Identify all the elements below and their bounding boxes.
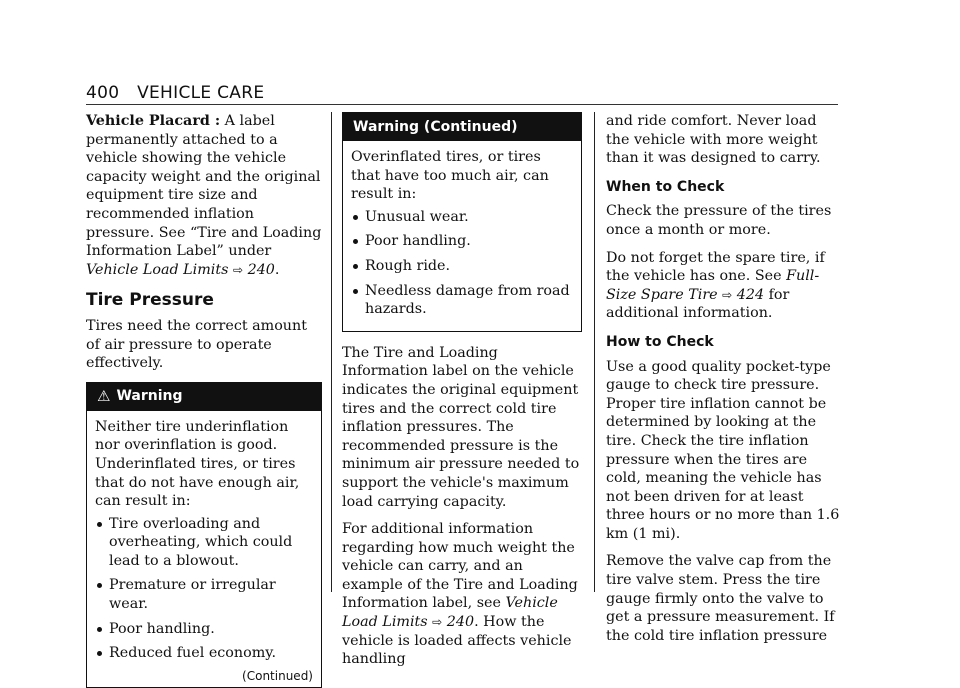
page-ref[interactable]: 424 [736, 286, 765, 303]
tire-pressure-intro: Tires need the correct amount of air pressure to operate effectively. [86, 317, 307, 372]
vehicle-load-limits-link[interactable]: Vehicle Load Limits [342, 595, 558, 631]
spare-tire-paragraph: Do not forget the spare tire, if the vehicle has one. See Full-Size Spare Tire ⇨ 424 for additional information. [606, 249, 825, 322]
column-divider [594, 112, 595, 592]
warning-triangle-icon: ⚠ [97, 387, 111, 406]
warning-text: Overinflated tires, or tires that have too much air, can result in: [351, 149, 549, 203]
tire-label-paragraph: The Tire and Loading Information label on the vehicle indicates the original equipment tires and the correct cold tire inflation pressures. The recommended pressure is the minimum air pressure needed to support the vehicle's maximum load carrying capacity. [342, 344, 580, 510]
section-title: VEHICLE CARE [137, 83, 265, 103]
page-ref[interactable]: 240 [247, 261, 275, 278]
when-to-check-text: Check the pressure of the tires once a month or more. [606, 203, 832, 238]
ride-comfort-paragraph: and ride comfort. Never load the vehicle with more weight than it was designed to carry. [606, 113, 821, 167]
additional-info-paragraph: For additional information regarding how much weight the vehicle can carry, and an example of the Tire and Loading Information label, see Vehicle Load Limits ⇨ 240. How the vehicle is loaded affects vehicle handling [342, 521, 578, 668]
header-rule [86, 104, 838, 105]
vehicle-placard-term: Vehicle Placard : [86, 113, 221, 129]
page-ref-icon: ⇨ [233, 262, 244, 277]
warning-box [86, 382, 322, 688]
warning-text: Neither tire underinflation nor overinflation is good. Underinflated tires, or tires that do not have enough air, can result in: [95, 418, 300, 510]
column-2 [342, 112, 582, 678]
list-item: Poor handling. [95, 620, 313, 639]
page-ref-icon: ⇨ [722, 287, 733, 302]
warning-header [343, 113, 581, 141]
warning-box-continued [342, 112, 582, 332]
how-to-check-heading: How to Check [606, 333, 714, 350]
page-header [86, 83, 264, 103]
when-to-check-heading: When to Check [606, 178, 725, 195]
warning-header [87, 383, 321, 411]
list-item: Poor handling. [351, 232, 573, 251]
list-item: Rough ride. [351, 257, 573, 276]
page-ref-icon: ⇨ [432, 615, 443, 630]
column-divider [331, 112, 332, 592]
continued-label: (Continued) [242, 669, 313, 684]
vehicle-load-limits-link[interactable]: Vehicle Load Limits [86, 261, 229, 278]
list-item: Needless damage from road hazards. [351, 282, 573, 319]
list-item: Premature or irregular wear. [95, 576, 313, 613]
list-item: Reduced fuel economy. [95, 644, 313, 663]
how-to-check-text: Use a good quality pocket-type gauge to check tire pressure. Proper tire inflation cannot be determined by looking at the tire. Check the tire inflation pressure when the tires are cold, meaning the vehicle has not been driven for at least three hours or no more than 1.6 km (1 mi). [606, 358, 840, 542]
column-3 [606, 112, 842, 654]
warning-list [95, 515, 313, 663]
list-item: Tire overloading and overheating, which could lead to a blowout. [95, 515, 313, 571]
column-1 [86, 112, 322, 688]
vehicle-placard-paragraph: Vehicle Placard : A label permanently attached to a vehicle showing the vehicle capacity weight and the original equipment tire size and recommended inflation pressure. See “Tire and Loading Information Label” under Vehicle Load Limits ⇨ 240. [86, 113, 322, 278]
full-size-spare-tire-link[interactable]: Full-Size Spare Tire [606, 268, 820, 303]
valve-cap-paragraph: Remove the valve cap from the tire valve stem. Press the tire gauge firmly onto the valve to get a pressure measurement. If the cold tire inflation pressure [606, 553, 835, 644]
warning-title: Warning (Continued) [353, 118, 518, 135]
tire-pressure-heading: Tire Pressure [86, 290, 214, 311]
warning-title: Warning [116, 388, 183, 405]
warning-list [351, 208, 573, 319]
page-number: 400 [86, 83, 120, 103]
list-item: Unusual wear. [351, 208, 573, 227]
page-ref[interactable]: 240 [446, 614, 475, 631]
